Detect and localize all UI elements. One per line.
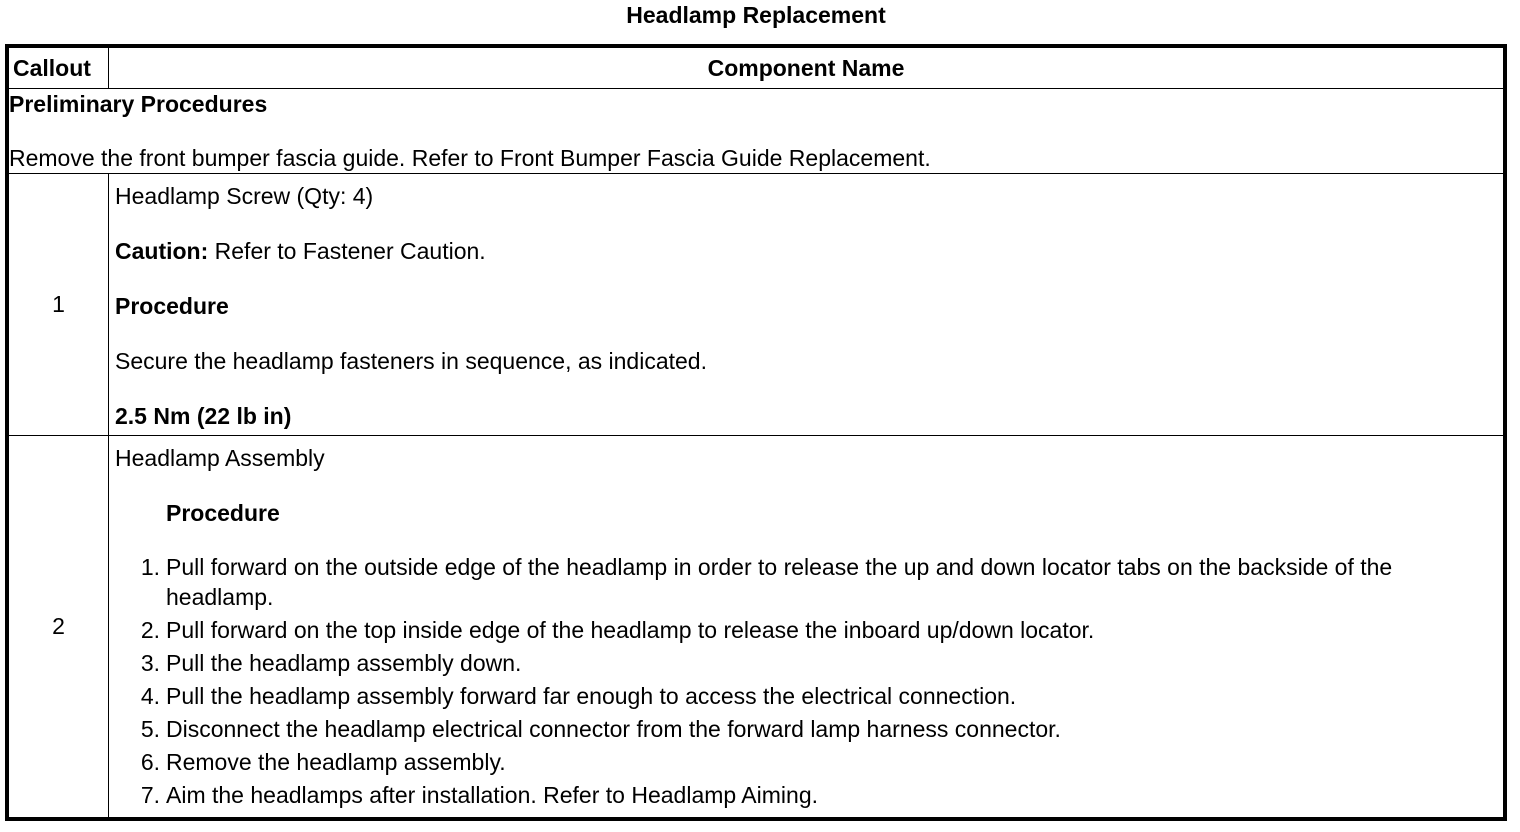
- preliminary-cell: [7, 89, 1505, 174]
- step-number: 6.: [140, 749, 160, 775]
- page-title: Headlamp Replacement: [626, 2, 886, 28]
- caution-line: [115, 236, 1503, 266]
- step-text: Pull the headlamp assembly down.: [166, 650, 522, 676]
- caution-text: Refer to Fastener Caution.: [208, 238, 486, 264]
- step-number: 5.: [140, 716, 160, 742]
- list-item: [115, 780, 1503, 810]
- step-text: Aim the headlamps after installation. Refer to Headlamp Aiming.: [166, 782, 818, 808]
- torque-spec: 2.5 Nm (22 lb in): [115, 403, 292, 429]
- list-item: [115, 714, 1503, 744]
- component-name: Headlamp Assembly: [115, 445, 325, 471]
- component-cell: [109, 436, 1506, 820]
- preliminary-text: Remove the front bumper fascia guide. Refer to Front Bumper Fascia Guide Replacement.: [9, 145, 931, 171]
- step-number: 1.: [140, 554, 160, 580]
- step-text: Remove the headlamp assembly.: [166, 749, 506, 775]
- table-row: [7, 174, 1505, 436]
- procedure-heading: Procedure: [166, 500, 280, 526]
- list-item: [115, 681, 1503, 711]
- step-number: 3.: [140, 650, 160, 676]
- procedure-steps-list: [115, 552, 1503, 810]
- step-number: 4.: [140, 683, 160, 709]
- list-item: [115, 648, 1503, 678]
- component-cell: [109, 174, 1506, 436]
- step-text: Disconnect the headlamp electrical connector from the forward lamp harness connector.: [166, 716, 1061, 742]
- list-item: [115, 615, 1503, 645]
- table-row: [7, 436, 1505, 820]
- procedure-heading: Procedure: [115, 293, 229, 319]
- callout-number: 2: [7, 436, 109, 820]
- step-text: Pull the headlamp assembly forward far enough to access the electrical connection.: [166, 683, 1017, 709]
- caution-label: Caution:: [115, 238, 209, 264]
- step-number: 2.: [140, 617, 160, 643]
- step-text: Pull forward on the top inside edge of the headlamp to release the inboard up/down locator.: [166, 617, 1095, 643]
- step-number: 7.: [140, 782, 160, 808]
- callout-number: 1: [7, 174, 109, 436]
- preliminary-heading: Preliminary Procedures: [9, 91, 268, 117]
- callout-header: Callout: [7, 46, 109, 89]
- list-item: [115, 552, 1503, 612]
- procedure-instruction: Secure the headlamp fasteners in sequence, as indicated.: [115, 348, 707, 374]
- table-header-row: [7, 46, 1505, 89]
- component-name: Headlamp Screw (Qty: 4): [115, 183, 374, 209]
- preliminary-row: [7, 89, 1505, 174]
- step-text: Pull forward on the outside edge of the headlamp in order to release the up and down locator tabs on the backside of the headlamp.: [166, 554, 1393, 610]
- procedure-table: [5, 44, 1507, 821]
- list-item: [115, 747, 1503, 777]
- component-name-header: Component Name: [109, 46, 1506, 89]
